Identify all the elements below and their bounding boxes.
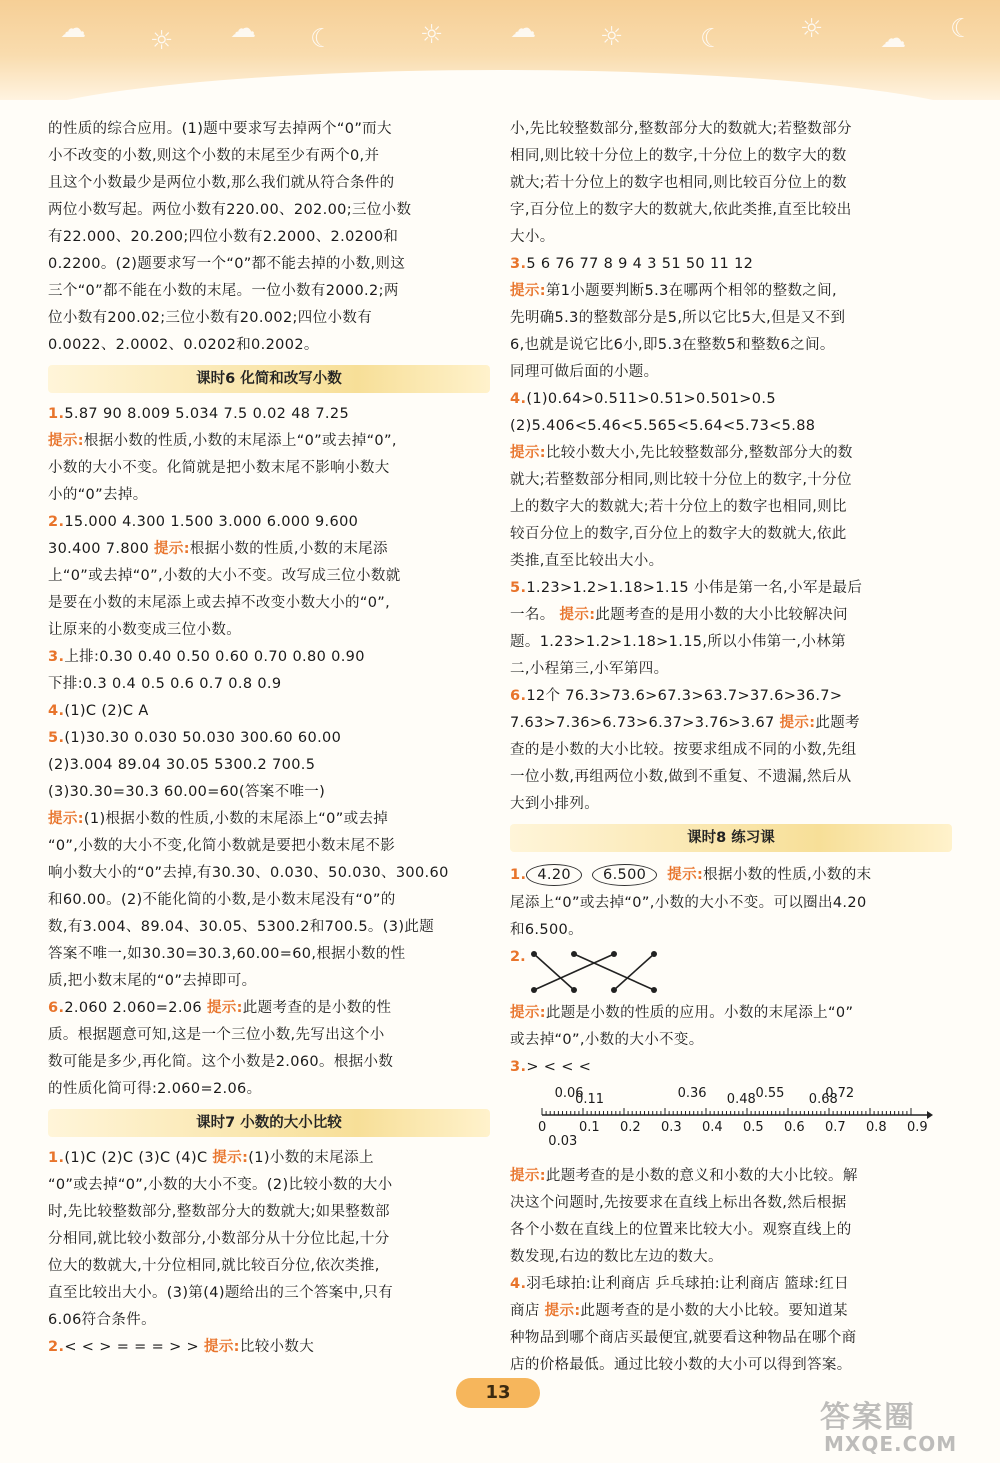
- right-column: [510, 116, 952, 1379]
- matching-diagram: [510, 944, 952, 1000]
- text-line: [510, 737, 952, 764]
- answer-text: 一位小数,再组两位小数,做到不重复、不遗漏,然后从: [510, 769, 852, 785]
- moon-icon: ☾: [950, 14, 974, 44]
- answer-text: 数发现,右边的数比左边的数大。: [510, 1249, 723, 1265]
- answer-text: “0”或去掉“0”,小数的大小不变。(2)比较小数的大小: [48, 1177, 393, 1193]
- answer-text: 根据小数的性质,小数的末尾添上“0”或去掉“0”,: [83, 433, 397, 449]
- cloud-icon: ☁: [230, 14, 256, 44]
- text-line: [510, 1054, 952, 1081]
- text-line: [510, 440, 952, 467]
- text-line: [48, 536, 490, 563]
- answer-text: 让原来的小数变成三位小数。: [48, 622, 242, 638]
- answer-text: 此题考查的是小数的意义和小数的大小比较。解: [545, 1168, 858, 1184]
- answer-text: 上“0”或去掉“0”,小数的大小不变。改写成三位小数就: [48, 568, 401, 584]
- question-number: 3.: [48, 649, 65, 665]
- answer-text: 二,小程第三,小军第四。: [510, 661, 669, 677]
- answer-text: 答案不唯一,如30.30=30.3,60.00=60,根据小数的性: [48, 946, 406, 962]
- hint-label: 提示:: [779, 715, 816, 731]
- answer-text: 小数的大小不变。化简就是把小数末尾不影响小数大: [48, 460, 390, 476]
- text-line: [48, 1199, 490, 1226]
- question-number: 3.: [510, 1059, 527, 1075]
- answer-text: (2)3.004 89.04 30.05 5300.2 700.5: [48, 757, 316, 773]
- answer-text: 1.23>1.2>1.18>1.15 小伟是第一名,小军是最后: [526, 580, 863, 596]
- axis-label: 0.2: [620, 1120, 641, 1135]
- text-line: [510, 890, 952, 917]
- answer-text: 类推,直至比较出大小。: [510, 553, 664, 569]
- answer-text: 数可能是多少,再化简。这个小数是2.060。根据小数: [48, 1054, 394, 1070]
- left-column: [48, 116, 490, 1361]
- text-line: [510, 683, 952, 710]
- match-dot: [531, 951, 537, 957]
- text-line: 的性质的综合应用。(1)题中要求写去掉两个“0”而大: [48, 121, 392, 137]
- hint-label: 提示:: [48, 811, 84, 827]
- section-heading: 课时6 化简和改写小数: [48, 365, 490, 393]
- match-line: [534, 954, 574, 990]
- text-line: [510, 116, 952, 143]
- sun-icon: ☼: [150, 26, 174, 56]
- text-line: [48, 644, 490, 671]
- text-line: [48, 482, 490, 509]
- answer-text: 根据小数的性质,小数的末尾添: [189, 541, 388, 557]
- match-dot: [611, 951, 617, 957]
- text-line: [510, 197, 952, 224]
- text-line: 三个“0”都不能在小数的末尾。一位小数有2000.2;两: [48, 283, 399, 299]
- answer-text: 此题是小数的性质的应用。小数的末尾添上“0”: [545, 1005, 854, 1021]
- answer-text: 此题考: [815, 715, 860, 731]
- text-line: [48, 1049, 490, 1076]
- text-line: [48, 752, 490, 779]
- text-line: [510, 305, 952, 332]
- text-line: [48, 806, 490, 833]
- answer-text: 店的价格最低。通过比较小数的大小可以得到答案。: [510, 1357, 852, 1373]
- text-line: [48, 995, 490, 1022]
- moon-icon: ☾: [700, 24, 724, 54]
- answer-text: 字,百分位上的数字大的数就大,依此类推,直至比较出: [510, 202, 852, 218]
- text-line: [510, 575, 952, 602]
- answer-text: (1)C (2)C A: [64, 703, 149, 719]
- match-dot: [651, 987, 657, 993]
- answer-text: 相同,则比较十分位上的数字,十分位上的数字大的数: [510, 148, 847, 164]
- sun-icon: ☼: [600, 22, 624, 52]
- answer-text: 响小数大小的“0”去掉,有30.30、0.030、50.030、300.60: [48, 865, 449, 881]
- text-line: [510, 278, 952, 305]
- match-dot: [651, 951, 657, 957]
- answer-text: 5 6 76 77 8 9 4 3 51 50 11 12: [526, 256, 754, 272]
- hint-label: 提示:: [212, 1150, 249, 1166]
- text-line: 且这个小数最少是两位小数,那么我们就从符合条件的: [48, 175, 395, 191]
- match-line: [614, 954, 654, 990]
- answer-text: 6.06符合条件。: [48, 1312, 156, 1328]
- text-line: [510, 413, 952, 440]
- watermark-url: MXQE.COM: [824, 1432, 958, 1456]
- text-line: [510, 710, 952, 737]
- marked-value: 0.36: [677, 1086, 707, 1101]
- match-line: [574, 954, 654, 990]
- text-line: 有22.000、20.200;四位小数有2.2000、2.0200和: [48, 229, 399, 245]
- text-line: 位小数有200.02;三位小数有20.002;四位小数有: [48, 310, 373, 326]
- text-line: [48, 968, 490, 995]
- answer-text: 题。1.23>1.2>1.18>1.15,所以小伟第一,小林第: [510, 634, 846, 650]
- matching-lines: [524, 946, 674, 998]
- answer-text: 各个小数在直线上的位置来比较大小。观察直线上的: [510, 1222, 852, 1238]
- axis-label: 0.1: [579, 1120, 600, 1135]
- answer-text: (1)小数的末尾添上: [248, 1150, 374, 1166]
- text-line: [48, 455, 490, 482]
- answer-text: 分相同,就比较小数部分,小数部分从十分位比起,十分: [48, 1231, 390, 1247]
- hint-label: 提示:: [510, 1168, 546, 1184]
- text-line: [48, 671, 490, 698]
- question-number: 2.: [48, 1339, 65, 1355]
- answer-text: 根据小数的性质,小数的末: [703, 867, 872, 883]
- answer-text: 数,有3.004、89.04、30.05、5300.2和700.5。(3)此题: [48, 919, 435, 935]
- question-number: 5.: [48, 730, 65, 746]
- hint-label: 提示:: [203, 1339, 240, 1355]
- marked-value: 0.11: [575, 1092, 605, 1107]
- text-line: [48, 509, 490, 536]
- axis-label: 0.9: [907, 1120, 928, 1135]
- text-line: [510, 1271, 952, 1298]
- match-line: [534, 954, 614, 990]
- answer-text: 12个 76.3>73.6>67.3>63.7>37.6>36.7>: [526, 688, 843, 704]
- text-line: [48, 779, 490, 806]
- text-line: [510, 467, 952, 494]
- text-line: [48, 1172, 490, 1199]
- cloud-icon: ☁: [880, 24, 906, 54]
- text-line: [510, 548, 952, 575]
- text-line: [48, 590, 490, 617]
- answer-text: 同理可做后面的小题。: [510, 364, 659, 380]
- number-line: [536, 1081, 952, 1163]
- answer-text: 羽毛球拍:让利商店 乒乓球拍:让利商店 篮球:红日: [526, 1276, 849, 1292]
- marked-value: 0.68: [808, 1092, 838, 1107]
- match-dot: [611, 987, 617, 993]
- answer-text: 先明确5.3的整数部分是5,所以它比5大,但是又不到: [510, 310, 846, 326]
- text-line: [510, 224, 952, 251]
- text-line: [510, 359, 952, 386]
- question-number: 2.: [510, 949, 526, 965]
- text-line: [510, 917, 952, 944]
- answer-text: (1)0.64>0.511>0.51>0.501>0.5: [526, 391, 776, 407]
- axis-label: 0.4: [702, 1120, 723, 1135]
- text-line: 小不改变的小数,则这个小数的末尾至少有两个0,并: [48, 148, 380, 164]
- cloud-icon: ☁: [510, 14, 536, 44]
- answer-text: 商店: [510, 1303, 545, 1319]
- text-line: [48, 941, 490, 968]
- question-number: 4.: [510, 1276, 527, 1292]
- text-line: 0.0022、2.0002、0.0202和0.2002。: [48, 337, 319, 353]
- answer-text: 此题考查的是小数的性: [242, 1000, 392, 1016]
- axis-label: 0.6: [784, 1120, 805, 1135]
- sun-icon: ☼: [420, 20, 444, 50]
- match-dot: [571, 987, 577, 993]
- text-line: [48, 887, 490, 914]
- answer-text: 30.400 7.800: [48, 541, 155, 557]
- question-number: 1.: [510, 867, 527, 883]
- answer-text: 上排:0.30 0.40 0.50 0.60 0.70 0.80 0.90: [64, 649, 365, 665]
- axis-label: 0: [538, 1120, 547, 1135]
- answer-text: (1)根据小数的性质,小数的末尾添上“0”或去掉: [83, 811, 389, 827]
- text-line: [48, 1076, 490, 1103]
- axis-arrow: [927, 1111, 933, 1119]
- answer-text: 小的“0”去掉。: [48, 487, 148, 503]
- answer-text: 较百分位上的数字,百分位上的数字大的数就大,依此: [510, 526, 847, 542]
- answer-text: 比较小数大小,先比较整数部分,整数部分大的数: [545, 445, 853, 461]
- text-line: [48, 1226, 490, 1253]
- text-line: [510, 1000, 952, 1027]
- answer-text: 此题考查的是用小数的大小比较解决问: [595, 607, 848, 623]
- axis-label: 0.7: [825, 1120, 846, 1135]
- page-number: 13: [456, 1378, 540, 1408]
- text-line: [510, 494, 952, 521]
- question-number: 1.: [48, 1150, 65, 1166]
- match-dot: [531, 987, 537, 993]
- text-line: [48, 833, 490, 860]
- text-line: [510, 764, 952, 791]
- text-line: [48, 698, 490, 725]
- text-line: [510, 1244, 952, 1271]
- text-line: [48, 1253, 490, 1280]
- text-line: [510, 251, 952, 278]
- answer-text: 此题考查的是小数的大小比较。要知道某: [580, 1303, 848, 1319]
- text-line: [510, 1325, 952, 1352]
- question-number: 5.: [510, 580, 527, 596]
- text-line: [510, 386, 952, 413]
- answer-text: 第1小题要判断5.3在哪两个相邻的整数之间,: [545, 283, 837, 299]
- question-number: 6.: [510, 688, 527, 704]
- text-line: [48, 617, 490, 644]
- answer-text: “0”,小数的大小不变,化简小数就是要把小数末尾不影: [48, 838, 396, 854]
- hint-label: 提示:: [544, 1303, 581, 1319]
- answer-text: 位大的数就大,十分位相同,就比较百分位,依次类推,: [48, 1258, 380, 1274]
- hint-label: 提示:: [559, 607, 596, 623]
- answer-text: 和6.500。: [510, 922, 583, 938]
- answer-text: 就大;若十分位上的数字也相同,则比较百分位上的数: [510, 175, 847, 191]
- answer-text: 7.63>7.36>6.73>6.37>3.76>3.67: [510, 715, 780, 731]
- answer-text: 时,先比较整数部分,整数部分大的数就大;如果整数部: [48, 1204, 390, 1220]
- marked-value: 0.55: [755, 1086, 785, 1101]
- text-line: [510, 656, 952, 683]
- question-number: 6.: [48, 1000, 65, 1016]
- question-number: 3.: [510, 256, 527, 272]
- text-line: [510, 332, 952, 359]
- answer-text: 决这个问题时,先按要求在直线上标出各数,然后根据: [510, 1195, 847, 1211]
- answer-text: (2)5.406<5.46<5.565<5.64<5.73<5.88: [510, 418, 816, 434]
- answer-text: 的性质化简可得:2.060=2.06。: [48, 1081, 262, 1097]
- question-number: 4.: [48, 703, 65, 719]
- match-dot: [571, 951, 577, 957]
- watermark-logo: 答案圈: [820, 1400, 916, 1435]
- text-line: [48, 914, 490, 941]
- answer-text: > < < <: [526, 1059, 592, 1075]
- answer-text: 6,也就是说它比6小,即5.3在整数5和整数6之间。: [510, 337, 835, 353]
- circled-answer: 6.500: [592, 864, 657, 886]
- hint-label: 提示:: [510, 1005, 546, 1021]
- answer-text: 大到小排列。: [510, 796, 600, 812]
- answer-text: 或去掉“0”,小数的大小不变。: [510, 1032, 704, 1048]
- moon-icon: ☾: [310, 24, 334, 54]
- text-line: [48, 1334, 490, 1361]
- answer-text: 5.87 90 8.009 5.034 7.5 0.02 48 7.25: [64, 406, 350, 422]
- text-line: [510, 860, 952, 890]
- question-number: 1.: [48, 406, 65, 422]
- text-line: [510, 1163, 952, 1190]
- text-line: [48, 401, 490, 428]
- hint-label: 提示:: [510, 283, 546, 299]
- answer-text: < < > = = = > >: [64, 1339, 204, 1355]
- answer-text: 质。根据题意可知,这是一个三位小数,先写出这个小: [48, 1027, 385, 1043]
- axis-label: 0.5: [743, 1120, 764, 1135]
- text-line: [510, 791, 952, 818]
- text-line: [48, 1280, 490, 1307]
- cloud-icon: ☁: [60, 14, 86, 44]
- answer-text: 查的是小数的大小比较。按要求组成不同的小数,先组: [510, 742, 857, 758]
- text-line: [510, 1190, 952, 1217]
- question-number: 2.: [48, 514, 65, 530]
- answer-text: 是要在小数的末尾添上或去掉不改变小数大小的“0”,: [48, 595, 391, 611]
- answer-text: 质,把小数末尾的“0”去掉即可。: [48, 973, 257, 989]
- text-line: [48, 725, 490, 752]
- text-line: [510, 143, 952, 170]
- question-number: 4.: [510, 391, 527, 407]
- answer-text: 下排:0.3 0.4 0.5 0.6 0.7 0.8 0.9: [48, 676, 282, 692]
- section-heading: 课时7 小数的大小比较: [48, 1109, 490, 1137]
- text-line: [48, 860, 490, 887]
- hint-label: 提示:: [206, 1000, 243, 1016]
- text-line: [510, 1352, 952, 1379]
- hint-label: 提示:: [510, 445, 546, 461]
- marked-value: 0.48: [726, 1092, 756, 1107]
- answer-text: 尾添上“0”或去掉“0”,小数的大小不变。可以圈出4.20: [510, 895, 867, 911]
- text-line: [48, 1145, 490, 1172]
- answer-text: 和60.00。(2)不能化简的小数,是小数末尾没有“0”的: [48, 892, 396, 908]
- hint-label: 提示:: [154, 541, 190, 557]
- sun-icon: ☼: [800, 14, 824, 44]
- answer-text: 大小。: [510, 229, 555, 245]
- text-line: [510, 1027, 952, 1054]
- text-line: [510, 521, 952, 548]
- text-line: [48, 1307, 490, 1334]
- answer-text: 15.000 4.300 1.500 3.000 6.000 9.600: [64, 514, 359, 530]
- text-line: [510, 1217, 952, 1244]
- answer-text: 上的数字大的数就大;若十分位上的数字也相同,则比: [510, 499, 847, 515]
- answer-text: (1)30.30 0.030 50.030 300.60 60.00: [64, 730, 342, 746]
- text-line: [48, 428, 490, 455]
- marked-value: 0.06: [554, 1086, 584, 1101]
- answer-text: 种物品到哪个商店买最便宜,就要看这种物品在哪个商: [510, 1330, 857, 1346]
- text-line: 两位小数写起。两位小数有220.00、202.00;三位小数: [48, 202, 412, 218]
- text-line: [48, 1022, 490, 1049]
- section-heading: 课时8 练习课: [510, 824, 952, 852]
- text-line: [510, 170, 952, 197]
- hint-label: 提示:: [667, 867, 704, 883]
- marked-value: 0.72: [825, 1086, 855, 1101]
- answer-text: (3)30.30=30.3 60.00=60(答案不唯一): [48, 784, 326, 800]
- answer-text: 小,先比较整数部分,整数部分大的数就大;若整数部分: [510, 121, 852, 137]
- text-line: [48, 563, 490, 590]
- axis-label: 0.3: [661, 1120, 682, 1135]
- hint-label: 提示:: [48, 433, 84, 449]
- text-line: [510, 602, 952, 629]
- answer-text: 就大;若整数部分相同,则比较十分位上的数字,十分位: [510, 472, 852, 488]
- text-line: [510, 1298, 952, 1325]
- axis-label: 0.8: [866, 1120, 887, 1135]
- circled-answer: 4.20: [526, 864, 582, 886]
- answer-text: 2.060 2.060=2.06: [64, 1000, 207, 1016]
- text-line: [510, 629, 952, 656]
- answer-text: 一名。: [510, 607, 560, 623]
- answer-text: 比较小数大: [239, 1339, 315, 1355]
- answer-text: (1)C (2)C (3)C (4)C: [64, 1150, 213, 1166]
- text-line: 0.2200。(2)题要求写一个“0”都不能去掉的小数,则这: [48, 256, 406, 272]
- marked-value: 0.03: [548, 1134, 578, 1149]
- answer-text: 直至比较出大小。(3)第(4)题给出的三个答案中,只有: [48, 1285, 394, 1301]
